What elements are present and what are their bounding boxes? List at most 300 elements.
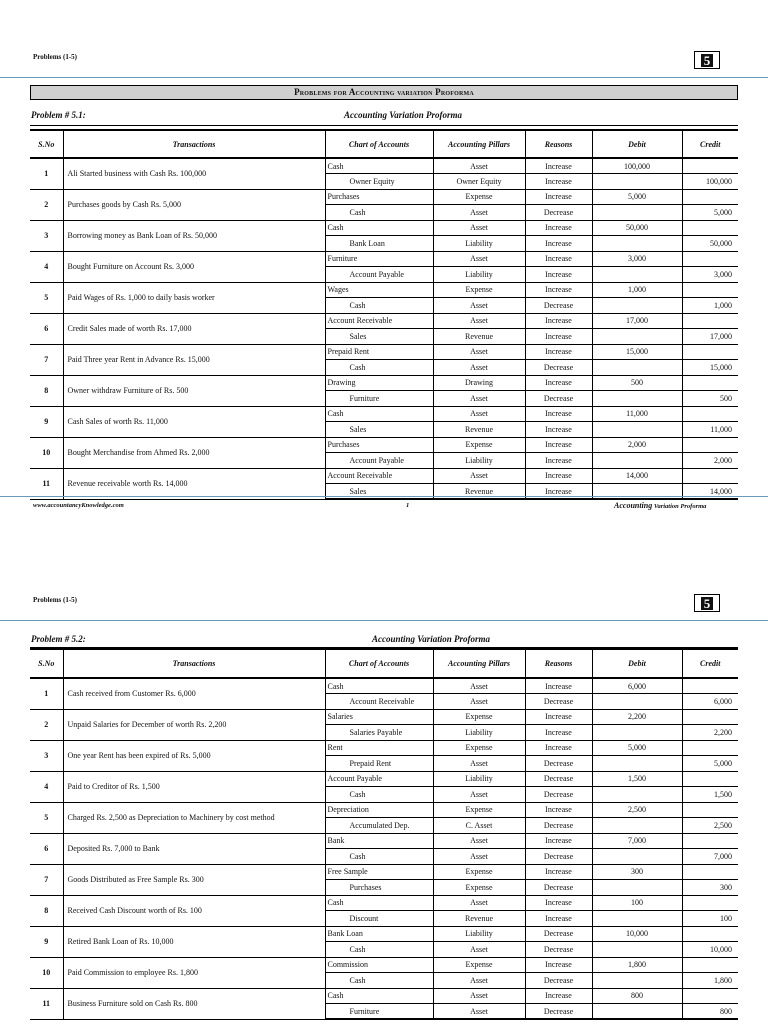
row-debit-credit-cell xyxy=(682,220,738,236)
row-credit-account: Cash xyxy=(325,360,433,376)
row-credit-reason: Decrease xyxy=(525,973,592,989)
row-credit-reason: Decrease xyxy=(525,1004,592,1020)
table-row xyxy=(30,158,738,174)
row-credit-account: Sales xyxy=(325,422,433,438)
page1-footer-divider xyxy=(0,496,768,497)
row-credit-pillar: Asset xyxy=(433,1004,525,1020)
row-credit-reason: Increase xyxy=(525,453,592,469)
row-debit-credit-cell xyxy=(682,251,738,267)
row-debit-credit-cell xyxy=(682,802,738,818)
row-credit-pillar: Asset xyxy=(433,787,525,803)
row-credit-debit-cell xyxy=(592,973,682,989)
table-row xyxy=(30,678,738,694)
row-credit-account: Salaries Payable xyxy=(325,725,433,741)
row-transaction: One year Rent has been expired of Rs. 5,000 xyxy=(63,740,325,771)
row-debit-amount: 10,000 xyxy=(592,926,682,942)
row-debit-reason: Increase xyxy=(525,988,592,1004)
row-debit-reason: Increase xyxy=(525,864,592,880)
row-credit-debit-cell xyxy=(592,453,682,469)
row-credit-account: Account Payable xyxy=(325,453,433,469)
row-debit-credit-cell xyxy=(682,895,738,911)
page2-chart-title: Accounting Variation Proforma xyxy=(372,634,491,644)
col-header-debit: Debit xyxy=(592,130,682,158)
row-credit-pillar: Liability xyxy=(433,453,525,469)
row-debit-amount: 6,000 xyxy=(592,678,682,694)
row-transaction: Bought Merchandise from Ahmed Rs. 2,000 xyxy=(63,437,325,468)
row-transaction: Bought Furniture on Account Rs. 3,000 xyxy=(63,251,325,282)
table-row xyxy=(30,344,738,360)
row-credit-pillar: Asset xyxy=(433,942,525,958)
row-sno: 10 xyxy=(30,957,63,988)
page1-number-badge: 5 xyxy=(694,51,720,69)
row-sno: 8 xyxy=(30,895,63,926)
row-debit-credit-cell xyxy=(682,158,738,174)
row-credit-amount: 14,000 xyxy=(682,484,738,500)
row-sno: 5 xyxy=(30,282,63,313)
row-debit-pillar: Asset xyxy=(433,158,525,174)
row-credit-pillar: Liability xyxy=(433,725,525,741)
row-debit-credit-cell xyxy=(682,375,738,391)
row-credit-amount: 15,000 xyxy=(682,360,738,376)
table-row xyxy=(30,895,738,911)
col-header-credit: Credit xyxy=(682,649,738,678)
row-credit-reason: Increase xyxy=(525,267,592,283)
row-credit-amount: 10,000 xyxy=(682,942,738,958)
row-debit-credit-cell xyxy=(682,771,738,787)
row-credit-debit-cell xyxy=(592,880,682,896)
row-credit-pillar: Expense xyxy=(433,880,525,896)
page2-number-badge: 5 xyxy=(694,594,720,612)
row-credit-debit-cell xyxy=(592,787,682,803)
row-debit-account: Wages xyxy=(325,282,433,298)
row-debit-pillar: Expense xyxy=(433,802,525,818)
page2-proforma-table xyxy=(30,648,738,1020)
row-debit-credit-cell xyxy=(682,468,738,484)
row-debit-credit-cell xyxy=(682,344,738,360)
row-credit-amount: 3,000 xyxy=(682,267,738,283)
row-debit-amount: 3,000 xyxy=(592,251,682,267)
row-credit-pillar: Liability xyxy=(433,236,525,252)
page1-footer-website: www.accountancyKnowledge.com xyxy=(33,502,124,509)
row-credit-debit-cell xyxy=(592,422,682,438)
row-credit-reason: Decrease xyxy=(525,391,592,407)
row-debit-reason: Increase xyxy=(525,468,592,484)
page1-title-rule xyxy=(30,125,738,126)
row-debit-pillar: Drawing xyxy=(433,375,525,391)
row-credit-reason: Decrease xyxy=(525,756,592,772)
col-header-reasons: Reasons xyxy=(525,130,592,158)
row-credit-account: Owner Equity xyxy=(325,174,433,190)
row-credit-reason: Decrease xyxy=(525,942,592,958)
row-debit-account: Account Receivable xyxy=(325,313,433,329)
row-transaction: Paid Wages of Rs. 1,000 to daily basis worker xyxy=(63,282,325,313)
row-debit-amount: 100 xyxy=(592,895,682,911)
row-debit-amount: 800 xyxy=(592,988,682,1004)
row-debit-reason: Increase xyxy=(525,189,592,205)
row-debit-reason: Decrease xyxy=(525,926,592,942)
row-debit-reason: Increase xyxy=(525,709,592,725)
row-credit-amount: 100 xyxy=(682,911,738,927)
row-credit-reason: Decrease xyxy=(525,298,592,314)
row-credit-reason: Decrease xyxy=(525,360,592,376)
table-row xyxy=(30,988,738,1004)
row-credit-amount: 11,000 xyxy=(682,422,738,438)
table-row xyxy=(30,740,738,756)
row-credit-amount: 5,000 xyxy=(682,205,738,221)
row-debit-credit-cell xyxy=(682,833,738,849)
row-debit-reason: Increase xyxy=(525,282,592,298)
row-transaction: Cash Sales of worth Rs. 11,000 xyxy=(63,406,325,437)
row-credit-pillar: Owner Equity xyxy=(433,174,525,190)
row-credit-reason: Decrease xyxy=(525,694,592,710)
row-transaction: Paid Commission to employee Rs. 1,800 xyxy=(63,957,325,988)
row-debit-pillar: Asset xyxy=(433,988,525,1004)
row-debit-reason: Increase xyxy=(525,802,592,818)
page1-banner: Problems for Accounting variation Proforma xyxy=(30,85,738,100)
row-credit-pillar: Asset xyxy=(433,694,525,710)
row-debit-account: Drawing xyxy=(325,375,433,391)
row-debit-account: Purchases xyxy=(325,437,433,453)
row-debit-account: Bank Loan xyxy=(325,926,433,942)
row-debit-account: Rent xyxy=(325,740,433,756)
row-debit-credit-cell xyxy=(682,406,738,422)
row-debit-credit-cell xyxy=(682,282,738,298)
row-transaction: Paid Three year Rent in Advance Rs. 15,000 xyxy=(63,344,325,375)
row-debit-credit-cell xyxy=(682,709,738,725)
row-debit-amount: 100,000 xyxy=(592,158,682,174)
row-debit-credit-cell xyxy=(682,957,738,973)
table-row xyxy=(30,406,738,422)
row-credit-debit-cell xyxy=(592,329,682,345)
row-debit-reason: Increase xyxy=(525,895,592,911)
row-credit-pillar: Asset xyxy=(433,973,525,989)
row-credit-pillar: Asset xyxy=(433,205,525,221)
row-debit-credit-cell xyxy=(682,988,738,1004)
row-debit-pillar: Expense xyxy=(433,437,525,453)
row-credit-reason: Decrease xyxy=(525,818,592,834)
row-transaction: Goods Distributed as Free Sample Rs. 300 xyxy=(63,864,325,895)
page1-proforma-table xyxy=(30,129,738,500)
col-header-transactions: Transactions xyxy=(63,130,325,158)
row-transaction: Purchases goods by Cash Rs. 5,000 xyxy=(63,189,325,220)
row-credit-amount: 500 xyxy=(682,391,738,407)
row-credit-reason: Increase xyxy=(525,484,592,500)
row-debit-reason: Increase xyxy=(525,678,592,694)
row-credit-reason: Increase xyxy=(525,174,592,190)
row-credit-amount: 300 xyxy=(682,880,738,896)
row-transaction: Deposited Rs. 7,000 to Bank xyxy=(63,833,325,864)
row-credit-pillar: Asset xyxy=(433,849,525,865)
row-sno: 5 xyxy=(30,802,63,833)
row-debit-amount: 1,000 xyxy=(592,282,682,298)
row-debit-reason: Increase xyxy=(525,313,592,329)
row-credit-amount: 1,500 xyxy=(682,787,738,803)
row-debit-pillar: Expense xyxy=(433,957,525,973)
row-transaction: Paid to Creditor of Rs. 1,500 xyxy=(63,771,325,802)
row-credit-amount: 17,000 xyxy=(682,329,738,345)
page2-problem-label: Problem # 5.2: xyxy=(31,634,86,644)
row-debit-amount: 15,000 xyxy=(592,344,682,360)
page1-header-divider xyxy=(0,77,768,78)
col-header-chart-of-accounts: Chart of Accounts xyxy=(325,649,433,678)
row-debit-pillar: Asset xyxy=(433,251,525,267)
row-credit-debit-cell xyxy=(592,267,682,283)
row-transaction: Owner withdraw Furniture of Rs. 500 xyxy=(63,375,325,406)
row-debit-pillar: Expense xyxy=(433,282,525,298)
row-credit-reason: Decrease xyxy=(525,787,592,803)
row-debit-reason: Increase xyxy=(525,220,592,236)
row-credit-account: Sales xyxy=(325,484,433,500)
row-credit-amount: 1,000 xyxy=(682,298,738,314)
row-debit-amount: 500 xyxy=(592,375,682,391)
row-credit-account: Purchases xyxy=(325,880,433,896)
row-credit-pillar: Asset xyxy=(433,360,525,376)
row-debit-account: Account Payable xyxy=(325,771,433,787)
row-credit-debit-cell xyxy=(592,725,682,741)
row-debit-account: Account Receivable xyxy=(325,468,433,484)
row-debit-credit-cell xyxy=(682,437,738,453)
row-transaction: Credit Sales made of worth Rs. 17,000 xyxy=(63,313,325,344)
row-debit-amount: 17,000 xyxy=(592,313,682,329)
row-credit-account: Account Receivable xyxy=(325,694,433,710)
row-credit-account: Furniture xyxy=(325,391,433,407)
row-credit-account: Furniture xyxy=(325,1004,433,1020)
page1-chart-title: Accounting Variation Proforma xyxy=(344,110,463,120)
table-row xyxy=(30,313,738,329)
row-credit-reason: Decrease xyxy=(525,849,592,865)
row-transaction: Business Furniture sold on Cash Rs. 800 xyxy=(63,988,325,1019)
col-header-accounting-pillars: Accounting Pillars xyxy=(433,130,525,158)
row-credit-account: Cash xyxy=(325,942,433,958)
row-debit-pillar: Expense xyxy=(433,709,525,725)
row-sno: 11 xyxy=(30,468,63,499)
row-transaction: Retired Bank Loan of Rs. 10,000 xyxy=(63,926,325,957)
row-sno: 11 xyxy=(30,988,63,1019)
row-sno: 7 xyxy=(30,864,63,895)
row-debit-pillar: Asset xyxy=(433,406,525,422)
row-transaction: Cash received from Customer Rs. 6,000 xyxy=(63,678,325,709)
row-debit-reason: Increase xyxy=(525,375,592,391)
row-credit-amount: 1,800 xyxy=(682,973,738,989)
page2-header-label: Problems (1-5) xyxy=(33,596,77,604)
row-credit-debit-cell xyxy=(592,1004,682,1020)
row-credit-account: Cash xyxy=(325,205,433,221)
row-credit-reason: Increase xyxy=(525,329,592,345)
row-sno: 1 xyxy=(30,678,63,709)
table-row xyxy=(30,771,738,787)
row-credit-reason: Increase xyxy=(525,725,592,741)
page1-problem-label: Problem # 5.1: xyxy=(31,110,86,120)
row-credit-pillar: Asset xyxy=(433,756,525,772)
row-credit-account: Prepaid Rent xyxy=(325,756,433,772)
row-transaction: Unpaid Salaries for December of worth Rs. 2,200 xyxy=(63,709,325,740)
col-header-sno: S.No xyxy=(30,130,63,158)
row-debit-reason: Decrease xyxy=(525,771,592,787)
row-sno: 3 xyxy=(30,220,63,251)
row-credit-reason: Increase xyxy=(525,236,592,252)
row-debit-amount: 7,000 xyxy=(592,833,682,849)
row-sno: 2 xyxy=(30,189,63,220)
row-credit-account: Cash xyxy=(325,849,433,865)
row-credit-amount: 800 xyxy=(682,1004,738,1020)
row-transaction: Charged Rs. 2,500 as Depreciation to Machinery by cost method xyxy=(63,802,325,833)
row-credit-debit-cell xyxy=(592,360,682,376)
row-credit-debit-cell xyxy=(592,391,682,407)
row-credit-amount: 2,200 xyxy=(682,725,738,741)
row-credit-reason: Increase xyxy=(525,422,592,438)
row-credit-pillar: Revenue xyxy=(433,484,525,500)
row-sno: 4 xyxy=(30,771,63,802)
row-credit-amount: 6,000 xyxy=(682,694,738,710)
row-debit-reason: Increase xyxy=(525,833,592,849)
row-credit-amount: 50,000 xyxy=(682,236,738,252)
row-debit-amount: 1,500 xyxy=(592,771,682,787)
row-debit-credit-cell xyxy=(682,313,738,329)
row-credit-pillar: Revenue xyxy=(433,422,525,438)
row-debit-account: Purchases xyxy=(325,189,433,205)
row-sno: 8 xyxy=(30,375,63,406)
row-credit-reason: Decrease xyxy=(525,880,592,896)
row-debit-credit-cell xyxy=(682,189,738,205)
row-credit-debit-cell xyxy=(592,236,682,252)
row-credit-pillar: Liability xyxy=(433,267,525,283)
row-debit-amount: 2,200 xyxy=(592,709,682,725)
row-credit-account: Account Payable xyxy=(325,267,433,283)
row-debit-reason: Increase xyxy=(525,344,592,360)
table-row xyxy=(30,437,738,453)
row-transaction: Received Cash Discount worth of Rs. 100 xyxy=(63,895,325,926)
row-sno: 6 xyxy=(30,833,63,864)
row-credit-amount: 2,500 xyxy=(682,818,738,834)
row-debit-account: Free Sample xyxy=(325,864,433,880)
col-header-chart-of-accounts: Chart of Accounts xyxy=(325,130,433,158)
table-row xyxy=(30,375,738,391)
footer-title-sub: Variation Proforma xyxy=(653,503,707,510)
row-sno: 7 xyxy=(30,344,63,375)
row-debit-reason: Increase xyxy=(525,437,592,453)
row-debit-reason: Increase xyxy=(525,406,592,422)
row-credit-account: Cash xyxy=(325,298,433,314)
row-credit-pillar: Revenue xyxy=(433,329,525,345)
row-credit-account: Bank Loan xyxy=(325,236,433,252)
row-credit-account: Accumulated Dep. xyxy=(325,818,433,834)
page1-header-label: Problems (1-5) xyxy=(33,53,77,61)
table-row xyxy=(30,833,738,849)
row-debit-reason: Increase xyxy=(525,251,592,267)
row-debit-account: Salaries xyxy=(325,709,433,725)
row-credit-account: Sales xyxy=(325,329,433,345)
col-header-debit: Debit xyxy=(592,649,682,678)
row-debit-pillar: Liability xyxy=(433,926,525,942)
row-credit-reason: Increase xyxy=(525,911,592,927)
row-debit-reason: Increase xyxy=(525,158,592,174)
row-debit-pillar: Expense xyxy=(433,189,525,205)
row-debit-credit-cell xyxy=(682,926,738,942)
row-debit-pillar: Asset xyxy=(433,344,525,360)
row-debit-account: Cash xyxy=(325,988,433,1004)
table-row xyxy=(30,926,738,942)
row-credit-pillar: Revenue xyxy=(433,911,525,927)
row-sno: 4 xyxy=(30,251,63,282)
row-debit-pillar: Expense xyxy=(433,864,525,880)
table-row xyxy=(30,957,738,973)
row-debit-amount: 5,000 xyxy=(592,740,682,756)
row-debit-account: Depreciation xyxy=(325,802,433,818)
row-debit-amount: 2,000 xyxy=(592,437,682,453)
col-header-reasons: Reasons xyxy=(525,649,592,678)
row-debit-account: Cash xyxy=(325,895,433,911)
table-row xyxy=(30,189,738,205)
table-row xyxy=(30,251,738,267)
row-credit-amount: 2,000 xyxy=(682,453,738,469)
row-transaction: Revenue receivable worth Rs. 14,000 xyxy=(63,468,325,499)
row-debit-credit-cell xyxy=(682,740,738,756)
row-credit-account: Cash xyxy=(325,973,433,989)
row-debit-reason: Increase xyxy=(525,740,592,756)
col-header-transactions: Transactions xyxy=(63,649,325,678)
row-credit-account: Cash xyxy=(325,787,433,803)
row-credit-pillar: Asset xyxy=(433,391,525,407)
row-sno: 10 xyxy=(30,437,63,468)
page1-footer-title xyxy=(614,501,706,510)
row-transaction: Borrowing money as Bank Loan of Rs. 50,000 xyxy=(63,220,325,251)
table-row xyxy=(30,282,738,298)
row-credit-debit-cell xyxy=(592,942,682,958)
row-credit-debit-cell xyxy=(592,818,682,834)
row-debit-pillar: Asset xyxy=(433,678,525,694)
table-row xyxy=(30,468,738,484)
row-credit-debit-cell xyxy=(592,911,682,927)
row-debit-pillar: Asset xyxy=(433,313,525,329)
footer-title-main: Accounting xyxy=(614,501,653,510)
row-sno: 3 xyxy=(30,740,63,771)
row-credit-reason: Decrease xyxy=(525,205,592,221)
table-row xyxy=(30,864,738,880)
row-debit-account: Furniture xyxy=(325,251,433,267)
row-credit-pillar: C. Asset xyxy=(433,818,525,834)
page1-footer-page-number: 1 xyxy=(406,502,410,509)
col-header-credit: Credit xyxy=(682,130,738,158)
row-debit-pillar: Asset xyxy=(433,895,525,911)
row-debit-credit-cell xyxy=(682,864,738,880)
row-sno: 2 xyxy=(30,709,63,740)
row-debit-amount: 14,000 xyxy=(592,468,682,484)
col-header-accounting-pillars: Accounting Pillars xyxy=(433,649,525,678)
row-debit-pillar: Asset xyxy=(433,468,525,484)
row-credit-amount: 5,000 xyxy=(682,756,738,772)
row-debit-amount: 50,000 xyxy=(592,220,682,236)
row-debit-pillar: Asset xyxy=(433,220,525,236)
row-debit-account: Commission xyxy=(325,957,433,973)
row-credit-debit-cell xyxy=(592,174,682,190)
row-debit-account: Cash xyxy=(325,220,433,236)
row-debit-credit-cell xyxy=(682,678,738,694)
row-debit-account: Cash xyxy=(325,406,433,422)
row-credit-debit-cell xyxy=(592,205,682,221)
row-credit-account: Discount xyxy=(325,911,433,927)
row-transaction: Ali Started business with Cash Rs. 100,000 xyxy=(63,158,325,189)
row-debit-account: Bank xyxy=(325,833,433,849)
row-sno: 1 xyxy=(30,158,63,189)
row-debit-amount: 2,500 xyxy=(592,802,682,818)
table-row xyxy=(30,220,738,236)
row-debit-reason: Increase xyxy=(525,957,592,973)
row-debit-account: Cash xyxy=(325,158,433,174)
row-credit-debit-cell xyxy=(592,756,682,772)
row-debit-amount: 5,000 xyxy=(592,189,682,205)
row-credit-debit-cell xyxy=(592,298,682,314)
table-row xyxy=(30,709,738,725)
